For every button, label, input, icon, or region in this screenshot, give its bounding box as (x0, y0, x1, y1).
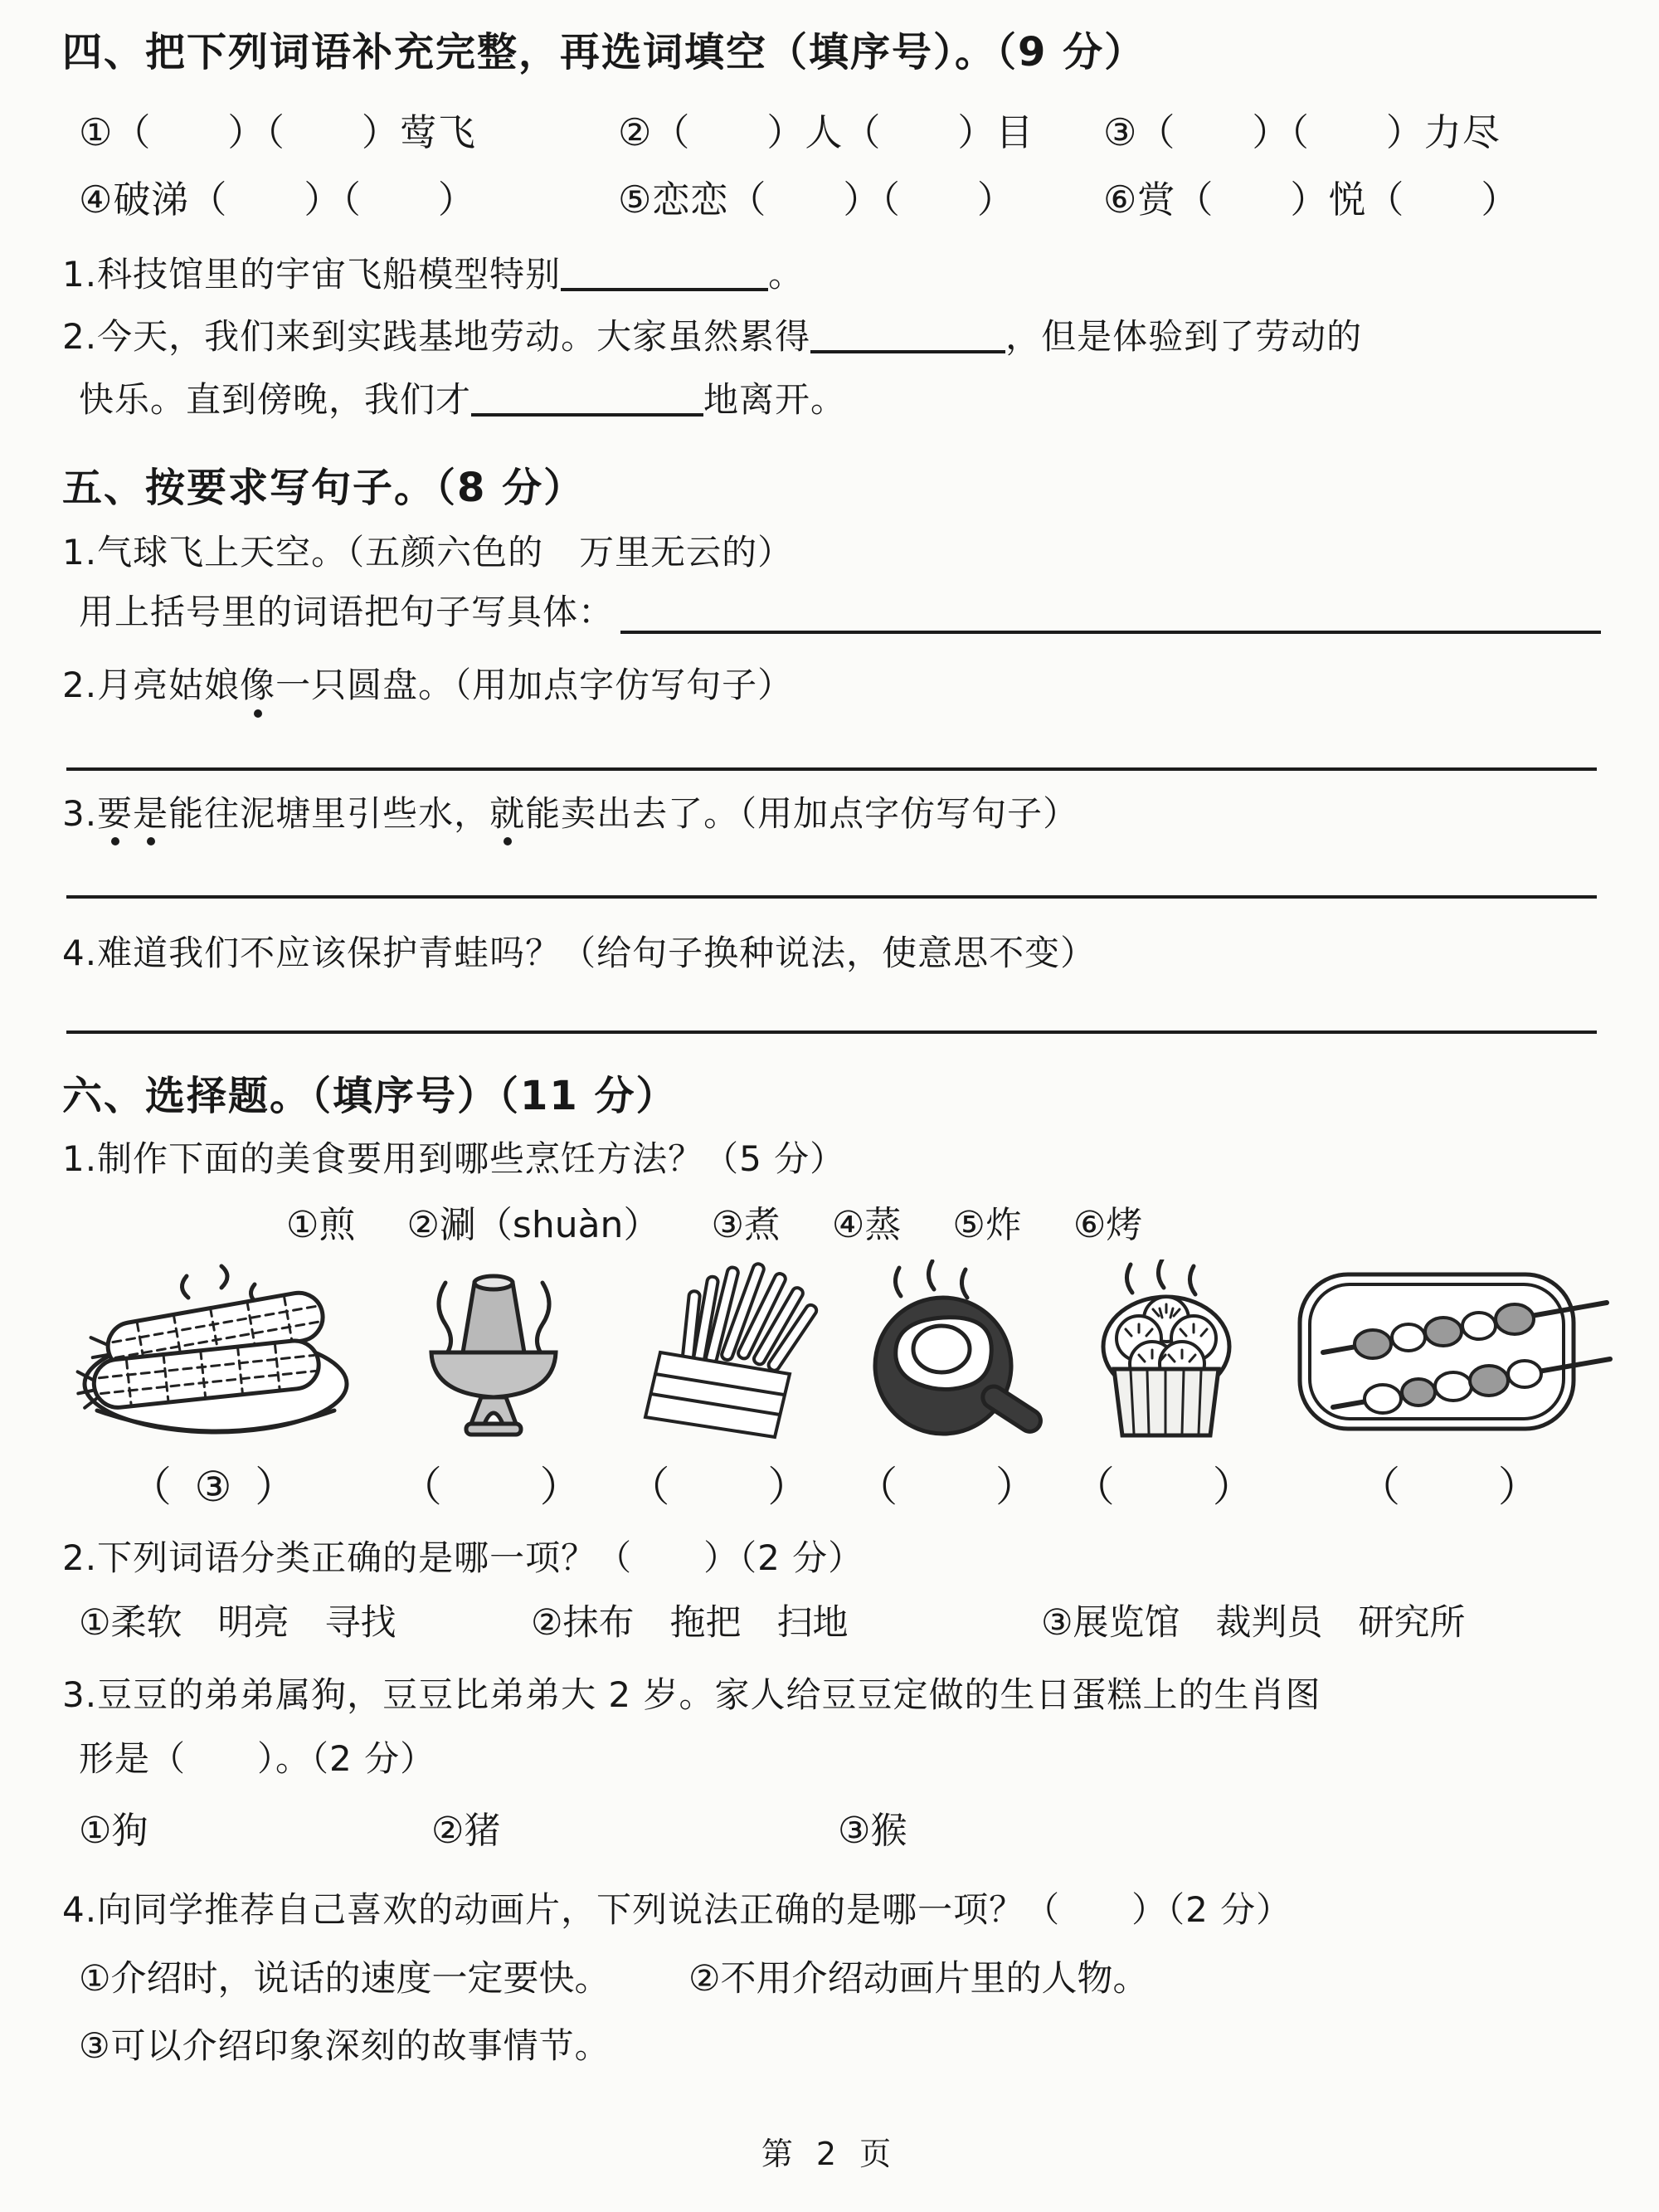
answer-line (66, 767, 1597, 771)
answer-line (66, 895, 1597, 899)
question-text: 能往泥塘里引些水， (168, 792, 490, 834)
word-item-3: ③（ ）（ ）力尽 (1103, 110, 1501, 155)
q2-option-1: ①柔软 明亮 寻找 (79, 1602, 397, 1644)
cooking-option-3: ③煮 (711, 1203, 781, 1246)
section5-question-2 (62, 664, 1601, 708)
steamed-buns-basket-image (1079, 1259, 1253, 1442)
section5-question-3 (62, 792, 1601, 836)
answer-bracket-3: （ ） (628, 1462, 815, 1511)
section6-question-1: 1.制作下面的美食要用到哪些烹饪方法？（5 分） (62, 1138, 846, 1180)
page-number: 第 2 页 (761, 2136, 898, 2172)
hot-pot-image (400, 1259, 586, 1442)
answer-bracket-5: （ ） (1073, 1462, 1259, 1511)
food-column-corn (62, 1259, 369, 1513)
q3-option-1: ①狗 (79, 1810, 148, 1853)
answer-line (66, 1030, 1597, 1034)
answer-blank (561, 251, 768, 291)
section6-title: 六、选择题。（填序号）（11 分） (62, 1072, 678, 1119)
answer-blank (471, 377, 703, 417)
cooking-option-5: ⑤炸 (952, 1203, 1022, 1246)
q4-option-2: ②不用介绍动画片里的人物。 (688, 1957, 1149, 2000)
food-column-skewers (1290, 1259, 1613, 1513)
cooking-option-6: ⑥烤 (1073, 1203, 1143, 1246)
section4-question-1 (62, 251, 1601, 297)
question-text: 地离开。 (703, 379, 847, 421)
section4-question-2-line1 (62, 314, 1601, 359)
dotted-character: 像 (240, 665, 276, 706)
word-item-6: ⑥赏（ ）悦（ ） (1103, 178, 1520, 222)
dotted-character: 就 (489, 792, 526, 834)
question-text: 用上括号里的词语把句子写具体： (79, 591, 615, 632)
section6-question-3-options (62, 1800, 1601, 1854)
cooking-option-1: ①煎 (286, 1203, 356, 1246)
section4-word-row-1 (62, 102, 1601, 156)
section5-question-4: 4.难道我们不应该保护青蛙吗？（给句子换种说法，使意思不变） (62, 933, 1097, 974)
food-images-row (62, 1259, 1613, 1513)
section4-word-row-2 (62, 169, 1601, 223)
section5-question-1-line1: 1.气球飞上天空。（五颜六色的 万里无云的） (62, 531, 794, 572)
question-text: 。 (768, 254, 805, 295)
q4-option-3: ③可以介绍印象深刻的故事情节。 (79, 2024, 611, 2066)
food-column-egg (856, 1259, 1043, 1513)
french-fries-image (617, 1259, 825, 1442)
section5-title: 五、按要求写句子。（8 分） (62, 464, 586, 511)
question-text: 2.今天，我们来到实践基地劳动。大家虽然累得 (62, 315, 811, 357)
question-text: 一只圆盘。（用加点字仿写句子） (275, 665, 794, 706)
question-text: 快乐。直到傍晚，我们才 (79, 379, 472, 421)
word-item-5: ⑤恋恋（ ）（ ） (618, 178, 1015, 222)
dotted-character: 是 (133, 792, 169, 834)
section6-question-4: 4.向同学推荐自己喜欢的动画片，下列说法正确的是哪一项？（ ）（2 分） (62, 1889, 1292, 1931)
answer-bracket-1: （ ③ ） (129, 1462, 302, 1511)
boiled-corn-image (62, 1259, 369, 1442)
answer-bracket-4: （ ） (856, 1462, 1043, 1511)
question-text: 1.科技馆里的宇宙飞船模型特别 (62, 254, 562, 295)
word-item-1: ①（ ）（ ）莺飞 (79, 110, 476, 155)
section4-title: 四、把下列词语补充完整，再选词填空（填序号）。（9 分） (62, 29, 1146, 76)
answer-bracket-6: （ ） (1358, 1462, 1545, 1511)
answer-blank (810, 314, 1005, 353)
section6-question-3-line1: 3.豆豆的弟弟属狗，豆豆比弟弟大 2 岁。家人给豆豆定做的生日蛋糕上的生肖图 (62, 1674, 1321, 1716)
food-column-hotpot (400, 1259, 586, 1513)
answer-line (620, 589, 1601, 634)
section5-question-1-line2 (62, 589, 1601, 634)
question-text: 2.月亮姑娘 (62, 665, 241, 706)
section4-question-2-line2 (62, 377, 1601, 422)
q3-option-3: ③猴 (838, 1810, 907, 1853)
food-column-buns (1073, 1259, 1259, 1513)
section6-question-2: 2.下列词语分类正确的是哪一项？（ ）（2 分） (62, 1537, 864, 1578)
meat-skewers-on-plate-image (1290, 1259, 1613, 1442)
fried-egg-in-pan-image (856, 1259, 1043, 1442)
question-text: ，但是体验到了劳动的 (1005, 315, 1363, 357)
q2-option-3: ③展览馆 裁判员 研究所 (1041, 1602, 1466, 1644)
section6-question-2-options (62, 1595, 1601, 1645)
q2-option-2: ②抹布 拖把 扫地 (531, 1602, 849, 1644)
food-column-fries (617, 1259, 825, 1513)
section6-question-3-line2: 形是（ ）。（2 分） (79, 1737, 436, 1779)
answer-bracket-2: （ ） (400, 1462, 586, 1511)
question-number: 3. (62, 792, 98, 834)
cooking-option-4: ④蒸 (831, 1203, 902, 1246)
cooking-method-options (286, 1195, 1601, 1248)
question-text: 能卖出去了。（用加点字仿写句子） (525, 792, 1079, 834)
cooking-option-2: ②涮（shuàn） (406, 1203, 660, 1246)
word-item-2: ②（ ）人（ ）目 (618, 110, 1034, 155)
dotted-character: 要 (97, 792, 134, 834)
q3-option-2: ②猪 (431, 1810, 501, 1853)
q4-option-1: ①介绍时，说话的速度一定要快。 (79, 1957, 611, 2000)
section6-question-4-options-row1 (62, 1951, 1601, 2001)
word-item-4: ④破涕（ ）（ ） (79, 178, 476, 222)
